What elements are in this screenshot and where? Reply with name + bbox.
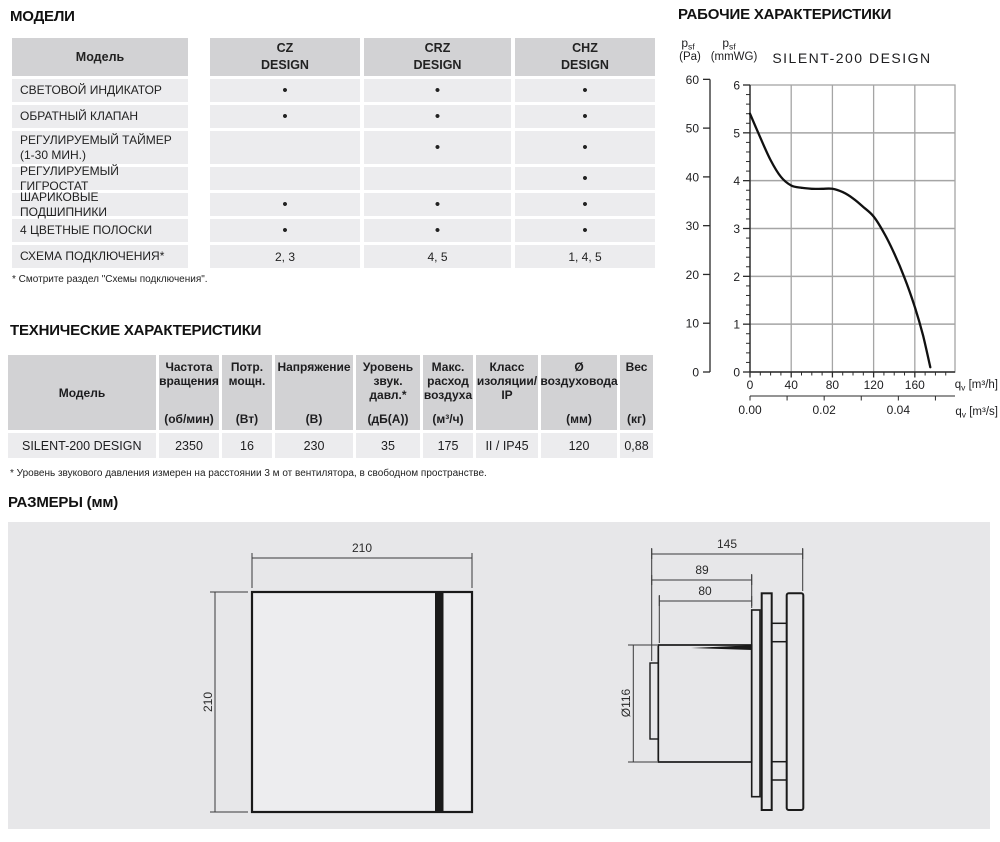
feature-cell: • bbox=[515, 167, 655, 190]
x-axis-m3h-label: $q_v$ [m³/h] bbox=[954, 379, 998, 393]
feature-label: РЕГУЛИРУЕМЫЙ ГИГРОСТАТ bbox=[12, 167, 188, 190]
feature-label: СХЕМА ПОДКЛЮЧЕНИЯ* bbox=[12, 245, 188, 268]
duct-tube bbox=[658, 645, 751, 762]
tech-header: Ø воздуховода (мм) bbox=[541, 355, 617, 430]
front-height-value: 210 bbox=[201, 691, 215, 713]
y-axis-pa-unit: (Pa) bbox=[679, 51, 701, 63]
chart-title: SILENT-200 DESIGN bbox=[772, 50, 932, 66]
performance-curve bbox=[750, 114, 930, 368]
side-depth-value: 145 bbox=[716, 537, 738, 551]
feature-cell: • bbox=[364, 193, 511, 216]
tech-header: Макс. расход воздуха (м³/ч) bbox=[423, 355, 473, 430]
models-gutter bbox=[192, 38, 206, 76]
models-table bbox=[12, 38, 655, 268]
body-back-plate bbox=[752, 610, 760, 797]
tick-label: 10 bbox=[685, 316, 699, 331]
y-axis-pa-symbol: $p_{sf}$ bbox=[681, 36, 695, 52]
feature-cell: • bbox=[364, 105, 511, 128]
tech-value: 2350 bbox=[159, 433, 219, 458]
feature-label: ОБРАТНЫЙ КЛАПАН bbox=[12, 105, 188, 128]
dimensions-panel bbox=[8, 522, 990, 829]
performance-section-title: РАБОЧИЕ ХАРАКТЕРИСТИКИ bbox=[678, 6, 892, 23]
dimensions-drawing-svg bbox=[8, 522, 990, 829]
feature-cell: • bbox=[515, 105, 655, 128]
feature-cell: • bbox=[210, 105, 360, 128]
tick-label: 2 bbox=[733, 269, 740, 284]
tick-label: 0 bbox=[746, 378, 754, 392]
tech-value: 0,88 bbox=[620, 433, 653, 458]
front-width-dimension bbox=[252, 541, 472, 588]
performance-chart-svg bbox=[655, 30, 1000, 430]
feature-cell: 4, 5 bbox=[364, 245, 511, 268]
mounting-plate bbox=[762, 593, 772, 810]
dimensions-section-title: РАЗМЕРЫ (мм) bbox=[8, 494, 119, 511]
feature-cell bbox=[210, 131, 360, 164]
feature-cell bbox=[210, 167, 360, 190]
tick-label: 5 bbox=[733, 126, 740, 141]
tick-label: 30 bbox=[685, 219, 699, 234]
side-80-dimension bbox=[659, 584, 751, 643]
tech-header-model: Модель bbox=[8, 355, 156, 430]
tick-label: 0.00 bbox=[738, 403, 762, 417]
tick-label: 6 bbox=[733, 78, 740, 93]
tick-label: 4 bbox=[733, 174, 740, 189]
models-footnote: * Смотрите раздел "Схемы подключения". bbox=[12, 274, 208, 285]
tick-label: 3 bbox=[733, 222, 740, 236]
tick-label: 60 bbox=[685, 72, 699, 87]
chart-generated-layer bbox=[686, 73, 955, 417]
x-axis-m3s-label: $q_v$ [m³/s] bbox=[955, 406, 998, 420]
front-cover-side bbox=[787, 593, 804, 810]
feature-cell bbox=[364, 167, 511, 190]
tech-header: Частота вращения (об/мин) bbox=[159, 355, 219, 430]
tech-value-model: SILENT-200 DESIGN bbox=[8, 433, 156, 458]
cover-clip-bottom bbox=[772, 762, 787, 780]
tech-table bbox=[8, 355, 653, 458]
feature-cell: • bbox=[210, 193, 360, 216]
tech-value: 120 bbox=[541, 433, 617, 458]
tech-section-title: ТЕХНИЧЕСКИЕ ХАРАКТЕРИСТИКИ bbox=[10, 322, 262, 339]
feature-cell: • bbox=[364, 131, 511, 164]
feature-cell: 2, 3 bbox=[210, 245, 360, 268]
tech-header: Класс изоляции/ IP bbox=[476, 355, 538, 430]
front-view-drawing bbox=[201, 541, 472, 812]
duct-shutter bbox=[650, 663, 658, 739]
tech-value: 175 bbox=[423, 433, 473, 458]
tick-label: 80 bbox=[825, 378, 840, 392]
models-header-cz: CZ DESIGN bbox=[210, 38, 360, 76]
front-panel-stripe bbox=[435, 593, 443, 811]
tick-label: 0 bbox=[733, 365, 740, 380]
y-axis-mmwg-unit: (mmWG) bbox=[710, 51, 758, 63]
feature-cell: • bbox=[364, 79, 511, 102]
tick-label: 20 bbox=[685, 267, 699, 282]
feature-label: 4 ЦВЕТНЫЕ ПОЛОСКИ bbox=[12, 219, 188, 242]
tick-label: 50 bbox=[685, 121, 699, 136]
side-89-value: 89 bbox=[695, 563, 709, 577]
tech-value: II / IP45 bbox=[476, 433, 538, 458]
tick-label: 0.04 bbox=[886, 403, 911, 417]
side-view-drawing bbox=[619, 537, 803, 810]
feature-cell: • bbox=[210, 219, 360, 242]
front-height-dimension bbox=[201, 592, 248, 812]
feature-cell: • bbox=[364, 219, 511, 242]
feature-cell: • bbox=[515, 193, 655, 216]
tick-label: 40 bbox=[784, 378, 798, 392]
tick-label: 40 bbox=[685, 170, 699, 185]
feature-cell: • bbox=[515, 131, 655, 164]
duct-diameter-value: Ø116 bbox=[619, 688, 633, 718]
tech-header: Потр. мощн. (Вт) bbox=[222, 355, 272, 430]
feature-label: ШАРИКОВЫЕ ПОДШИПНИКИ bbox=[12, 193, 188, 216]
cover-clip-top bbox=[772, 623, 787, 641]
tech-value: 230 bbox=[275, 433, 353, 458]
side-80-value: 80 bbox=[698, 584, 712, 598]
feature-cell: 1, 4, 5 bbox=[515, 245, 655, 268]
tech-value: 35 bbox=[356, 433, 420, 458]
front-width-value: 210 bbox=[351, 541, 373, 555]
models-header-crz: CRZ DESIGN bbox=[364, 38, 511, 76]
models-header-model: Модель bbox=[12, 38, 188, 76]
tick-label: 0.02 bbox=[812, 403, 836, 417]
tech-value: 16 bbox=[222, 433, 272, 458]
tech-header: Напряжение (В) bbox=[275, 355, 353, 430]
tick-label: 120 bbox=[863, 378, 884, 392]
tech-header: Вес (кг) bbox=[620, 355, 653, 430]
feature-cell: • bbox=[515, 79, 655, 102]
y-axis-mmwg-symbol: $p_{sf}$ bbox=[722, 36, 736, 52]
feature-label: РЕГУЛИРУЕМЫЙ ТАЙМЕР (1-30 МИН.) bbox=[12, 131, 188, 164]
models-header-chz: CHZ DESIGN bbox=[515, 38, 655, 76]
feature-label: СВЕТОВОЙ ИНДИКАТОР bbox=[12, 79, 188, 102]
tick-label: 0 bbox=[692, 365, 699, 380]
tech-footnote: * Уровень звукового давления измерен на расстоянии 3 м от вентилятора, в свободном пространстве. bbox=[10, 468, 487, 479]
tick-label: 160 bbox=[904, 378, 925, 392]
feature-cell: • bbox=[210, 79, 360, 102]
models-section-title: МОДЕЛИ bbox=[10, 8, 75, 25]
tick-label: 1 bbox=[733, 317, 740, 332]
feature-cell: • bbox=[515, 219, 655, 242]
fan-blade-profile bbox=[691, 645, 752, 650]
tech-header: Уровень звук. давл.* (дБ(А)) bbox=[356, 355, 420, 430]
